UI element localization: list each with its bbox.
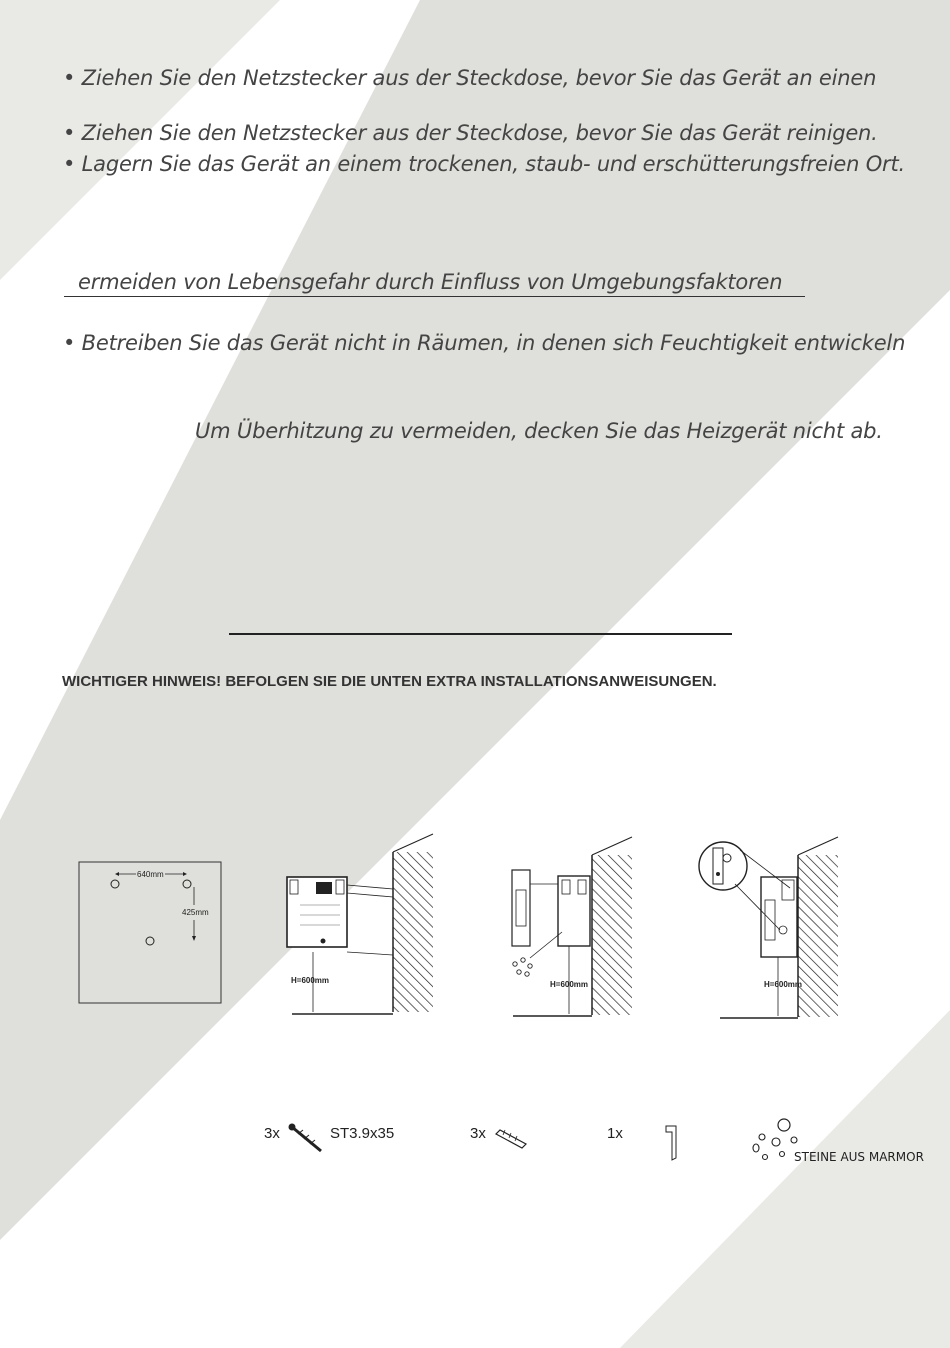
bracket-wall-figure xyxy=(287,834,433,1014)
important-notice: WICHTIGER HINWEIS! BEFOLGEN SIE DIE UNTEN EXTRA INSTALLATIONSANWEISUNGEN. xyxy=(62,673,717,690)
part-screw-name: ST3.9x35 xyxy=(330,1125,395,1142)
hex-key-icon xyxy=(666,1126,676,1160)
marble-stones-icon xyxy=(753,1119,797,1160)
wall-plug-icon xyxy=(496,1130,526,1148)
mount-height-label-2: H=600mm xyxy=(550,980,589,989)
heater-hang-figure xyxy=(512,837,632,1016)
mount-height-label-1: H=600mm xyxy=(291,976,330,985)
heater-mounted-figure xyxy=(699,837,838,1018)
drill-template-figure xyxy=(79,862,221,1003)
part-screw-qty: 3x xyxy=(264,1125,280,1142)
part-key-qty: 1x xyxy=(607,1125,623,1142)
overheat-note: Um Überhitzung zu vermeiden, decken Sie das Heizgerät nicht ab. xyxy=(195,419,883,443)
part-stones-name: STEINE AUS MARMOR xyxy=(794,1150,924,1164)
section-subheading: ermeiden von Lebensgefahr durch Einfluss von Umgebungsfaktoren xyxy=(78,270,783,294)
dim-height-label: 425mm xyxy=(182,908,209,917)
bullet-unplug-before-connect: • Ziehen Sie den Netzstecker aus der Steckdose, bevor Sie das Gerät an einen xyxy=(63,66,877,90)
part-plug-qty: 3x xyxy=(470,1125,486,1142)
dim-width-label: 640mm xyxy=(137,870,164,879)
screw-icon xyxy=(289,1124,322,1152)
bullet-humidity: • Betreiben Sie das Gerät nicht in Räumen, in denen sich Feuchtigkeit entwickeln xyxy=(63,331,906,355)
mount-height-label-3: H=600mm xyxy=(764,980,803,989)
bullet-storage: • Lagern Sie das Gerät an einem trockenen, staub- und erschütterungsfreien Ort. xyxy=(63,152,905,176)
bullet-unplug-before-cleaning: • Ziehen Sie den Netzstecker aus der Steckdose, bevor Sie das Gerät reinigen. xyxy=(63,121,878,145)
